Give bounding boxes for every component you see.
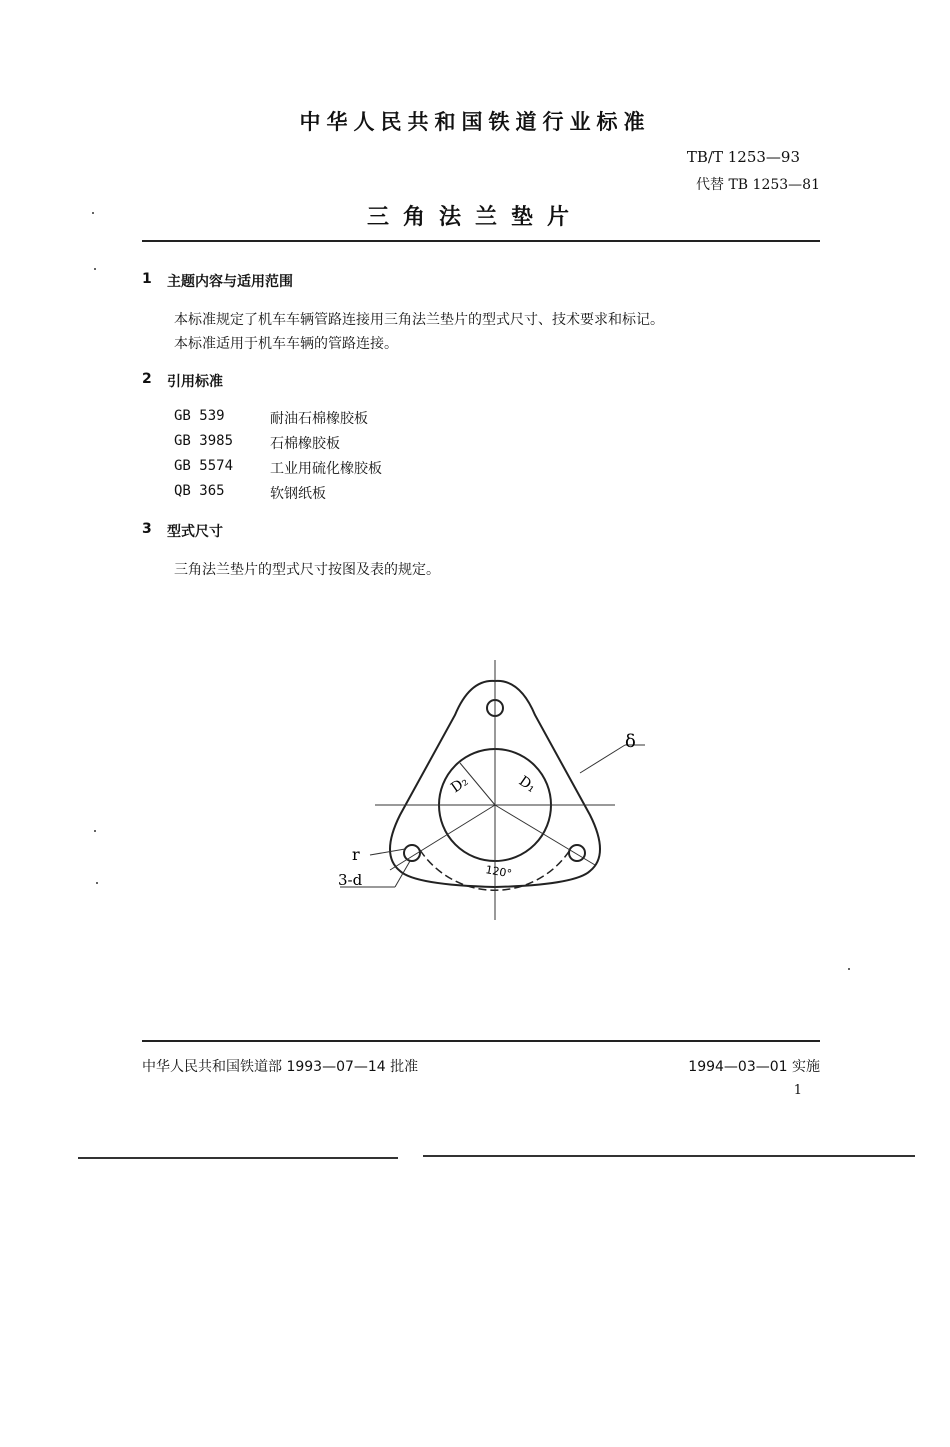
- section-1-paragraph: 本标准规定了机车车辆管路连接用三角法兰垫片的型式尺寸、技术要求和标记。: [174, 312, 664, 328]
- holes-leader: [395, 861, 410, 887]
- thickness-label: δ: [625, 731, 636, 752]
- scan-dot: [92, 212, 94, 214]
- title-divider: [142, 240, 820, 242]
- d2-label: D₂: [448, 773, 472, 797]
- approval-info: 中华人民共和国铁道部 1993—07—14 批准: [142, 1059, 419, 1075]
- holes-label: 3-d: [338, 871, 363, 889]
- standard-code: TB/T 1253—93: [686, 148, 800, 166]
- reference-code: GB 5574: [174, 458, 234, 474]
- scan-dot: [96, 882, 98, 884]
- effective-date: 1994—03—01 实施: [688, 1059, 820, 1075]
- section-1-title: 主题内容与适用范围: [167, 274, 293, 290]
- reference-name: 软钢纸板: [270, 486, 326, 502]
- document-title: 三角法兰垫片: [366, 205, 583, 230]
- gasket-drawing: [320, 655, 660, 925]
- scan-dot: [94, 268, 96, 270]
- section-3-title: 型式尺寸: [167, 524, 223, 540]
- bolt-hole: [569, 845, 585, 861]
- section-3-number: 3: [142, 521, 152, 537]
- thickness-leader: [580, 745, 625, 773]
- section-1-number: 1: [142, 271, 152, 287]
- reference-name: 耐油石棉橡胶板: [270, 411, 368, 427]
- reference-code: GB 539: [174, 408, 225, 424]
- reference-code: GB 3985: [174, 433, 234, 449]
- section-3-paragraph: 三角法兰垫片的型式尺寸按图及表的规定。: [174, 562, 440, 578]
- page-number: 1: [793, 1083, 802, 1098]
- replaces-standard: 代替 TB 1253—81: [696, 177, 820, 193]
- angle-label: 120°: [484, 863, 513, 881]
- scan-line: [423, 1155, 915, 1157]
- reference-name: 工业用硫化橡胶板: [270, 461, 382, 477]
- issuing-organization: 中华人民共和国铁道行业标准: [299, 110, 651, 134]
- scan-dot: [848, 968, 850, 970]
- radius-leader: [370, 849, 405, 855]
- reference-name: 石棉橡胶板: [270, 436, 340, 452]
- scan-line: [78, 1157, 398, 1159]
- reference-code: QB 365: [174, 483, 225, 499]
- d1-label: D₁: [515, 773, 539, 796]
- footer-divider: [142, 1040, 820, 1042]
- radius-label: r: [352, 845, 360, 864]
- scan-dot: [94, 830, 96, 832]
- section-2-number: 2: [142, 371, 152, 387]
- section-2-title: 引用标准: [167, 374, 223, 390]
- radial-line: [390, 805, 495, 870]
- radial-line: [495, 805, 595, 865]
- section-1-paragraph: 本标准适用于机车车辆的管路连接。: [174, 336, 398, 352]
